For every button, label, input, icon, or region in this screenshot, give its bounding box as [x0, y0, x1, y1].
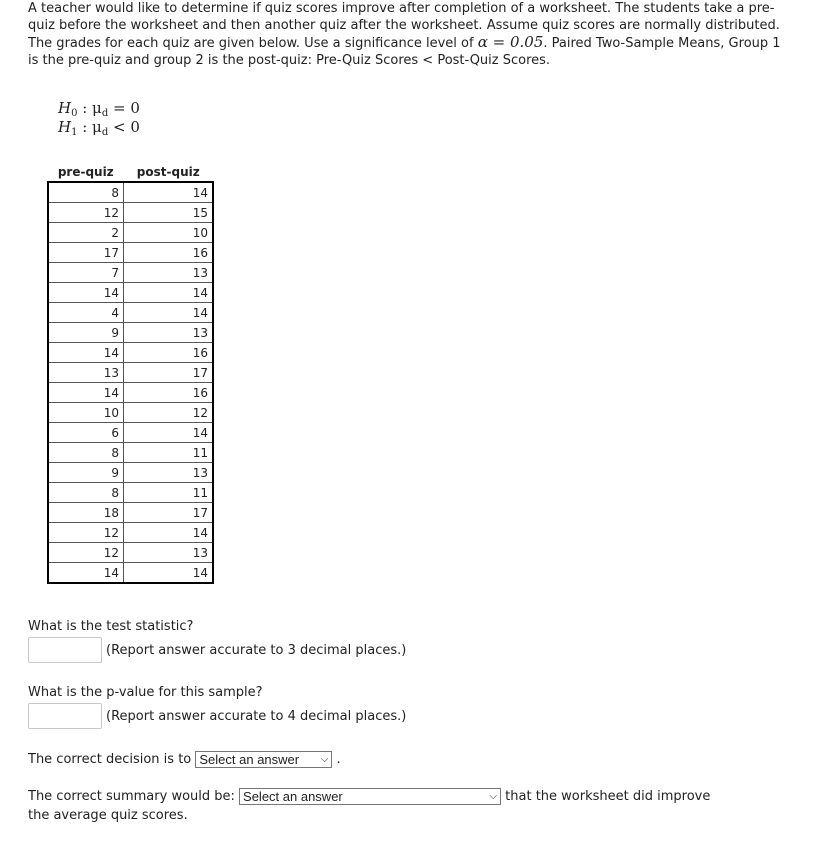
alpha-symbol: α — [477, 33, 488, 51]
decision-select[interactable]: Select an answer ⌵ — [195, 751, 332, 768]
column-header-post-quiz: post-quiz — [124, 162, 214, 182]
question-test-statistic: What is the test statistic? — [28, 619, 194, 634]
post-quiz-cell: 14 — [124, 523, 214, 543]
table-row — [48, 203, 213, 223]
table-row — [48, 263, 213, 283]
table-row — [48, 343, 213, 363]
table-row — [48, 223, 213, 243]
post-quiz-cell: 10 — [124, 223, 214, 243]
alpha-value: = 0.05 — [487, 33, 544, 51]
pre-quiz-cell: 18 — [48, 503, 124, 523]
post-quiz-cell: 16 — [124, 383, 214, 403]
pre-quiz-cell: 8 — [48, 483, 124, 503]
alternative-hypothesis: $H_1$ : $\mu_d < 0$ — [58, 118, 140, 138]
pre-quiz-cell: 8 — [48, 443, 124, 463]
post-quiz-cell: 14 — [124, 423, 214, 443]
post-quiz-cell: 16 — [124, 343, 214, 363]
table-row — [48, 383, 213, 403]
table-row — [48, 503, 213, 523]
null-hypothesis: $H_0$ : $\mu_d = 0$ — [58, 99, 140, 119]
table-row — [48, 463, 213, 483]
quiz-scores-table — [47, 162, 214, 584]
pre-quiz-cell: 10 — [48, 403, 124, 423]
pre-quiz-cell: 8 — [48, 182, 124, 203]
p-value-note: (Report answer accurate to 4 decimal places.) — [106, 708, 407, 724]
post-quiz-cell: 13 — [124, 323, 214, 343]
table-row — [48, 563, 213, 584]
table-row — [48, 543, 213, 563]
pre-quiz-cell: 9 — [48, 323, 124, 343]
pre-quiz-cell: 14 — [48, 383, 124, 403]
post-quiz-cell: 14 — [124, 182, 214, 203]
test-statistic-input[interactable] — [28, 637, 102, 663]
problem-statement: A teacher would like to determine if quiz scores improve after completion of a worksheet. The students take a pre-quiz before the worksheet and then another quiz after the worksheet. Assume quiz scores are normally distributed. The grades for each quiz are given below. Use a significance level of α = 0.05. Paired Two-Sample Means, Group 1 is the pre-quiz and group 2 is the post-quiz: Pre-Quiz Scores < Post-Quiz Scores. — [28, 1, 781, 68]
pre-quiz-cell: 4 — [48, 303, 124, 323]
table-row — [48, 283, 213, 303]
decision-line: The correct decision is to Select an answer ⌵ . — [28, 752, 341, 767]
table-row — [48, 443, 213, 463]
table-row — [48, 483, 213, 503]
pre-quiz-cell: 14 — [48, 283, 124, 303]
table-row — [48, 323, 213, 343]
table-row — [48, 363, 213, 383]
column-header-pre-quiz: pre-quiz — [48, 162, 124, 182]
pre-quiz-cell: 9 — [48, 463, 124, 483]
chevron-down-icon: ⌵ — [489, 791, 498, 802]
pre-quiz-cell: 2 — [48, 223, 124, 243]
post-quiz-cell: 17 — [124, 503, 214, 523]
summary-select[interactable]: Select an answer ⌵ — [239, 788, 501, 805]
post-quiz-cell: 13 — [124, 463, 214, 483]
pre-quiz-cell: 6 — [48, 423, 124, 443]
post-quiz-cell: 15 — [124, 203, 214, 223]
post-quiz-cell: 14 — [124, 303, 214, 323]
post-quiz-cell: 12 — [124, 403, 214, 423]
post-quiz-cell: 13 — [124, 543, 214, 563]
summary-line: The correct summary would be: Select an answer ⌵ that the worksheet did improve the average quiz scores. — [28, 789, 711, 823]
pre-quiz-cell: 12 — [48, 543, 124, 563]
post-quiz-cell: 11 — [124, 443, 214, 463]
chevron-down-icon: ⌵ — [320, 754, 329, 765]
post-quiz-cell: 11 — [124, 483, 214, 503]
question-p-value: What is the p-value for this sample? — [28, 685, 263, 700]
table-row — [48, 523, 213, 543]
pre-quiz-cell: 17 — [48, 243, 124, 263]
pre-quiz-cell: 7 — [48, 263, 124, 283]
table-row — [48, 403, 213, 423]
pre-quiz-cell: 13 — [48, 363, 124, 383]
pre-quiz-cell: 14 — [48, 563, 124, 584]
test-statistic-note: (Report answer accurate to 3 decimal places.) — [106, 642, 407, 658]
p-value-input[interactable] — [28, 703, 102, 729]
table-row — [48, 423, 213, 443]
table-row — [48, 243, 213, 263]
post-quiz-cell: 17 — [124, 363, 214, 383]
post-quiz-cell: 14 — [124, 563, 214, 584]
pre-quiz-cell: 12 — [48, 523, 124, 543]
post-quiz-cell: 14 — [124, 283, 214, 303]
post-quiz-cell: 16 — [124, 243, 214, 263]
pre-quiz-cell: 14 — [48, 343, 124, 363]
table-row — [48, 182, 213, 203]
table-row — [48, 303, 213, 323]
post-quiz-cell: 13 — [124, 263, 214, 283]
pre-quiz-cell: 12 — [48, 203, 124, 223]
